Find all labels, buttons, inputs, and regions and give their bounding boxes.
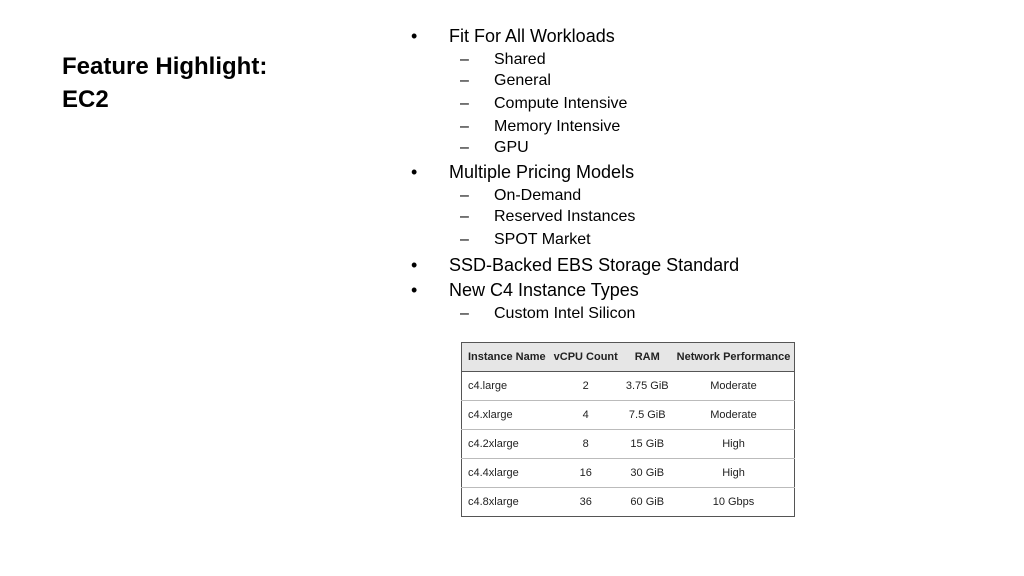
sub-bullet-marker: –: [460, 72, 469, 89]
bullet-text: Multiple Pricing Models: [449, 162, 635, 182]
sub-bullet-text: Compute Intensive: [494, 95, 628, 112]
table-cell: 4: [550, 401, 622, 430]
table-cell: 2: [550, 372, 622, 401]
bullet-text: Fit For All Workloads: [449, 26, 615, 46]
sub-bullet-text: GPU: [494, 139, 529, 156]
sub-bullet-marker: –: [460, 139, 469, 156]
table-cell: High: [673, 430, 795, 459]
slide-title-line-1: Feature Highlight:: [62, 53, 268, 80]
table-cell: 10 Gbps: [673, 488, 795, 517]
table-row: [462, 401, 795, 430]
column-header: RAM: [622, 343, 673, 372]
sub-bullet-marker: –: [460, 118, 469, 135]
bullet-marker: •: [411, 280, 418, 300]
column-header: vCPU Count: [550, 343, 622, 372]
table-row: [462, 430, 795, 459]
sub-bullet-text: Memory Intensive: [494, 118, 621, 135]
sub-bullet-text: Custom Intel Silicon: [494, 305, 636, 322]
table-cell: 60 GiB: [622, 488, 673, 517]
table-cell: 7.5 GiB: [622, 401, 673, 430]
sub-bullet-marker: –: [460, 187, 469, 204]
table-cell: High: [673, 459, 795, 488]
table-cell: 8: [550, 430, 622, 459]
table-cell: c4.4xlarge: [462, 459, 550, 488]
sub-bullet-text: SPOT Market: [494, 231, 591, 248]
table-cell: c4.8xlarge: [462, 488, 550, 517]
table-cell: 15 GiB: [622, 430, 673, 459]
column-header: Instance Name: [462, 343, 550, 372]
sub-bullet-marker: –: [460, 208, 469, 225]
bullet-text: SSD-Backed EBS Storage Standard: [449, 255, 740, 275]
bullet-marker: •: [411, 255, 418, 275]
slide-title-line-2: EC2: [62, 86, 109, 113]
sub-bullet-marker: –: [460, 305, 469, 322]
table-row: [462, 488, 795, 517]
table-cell: c4.xlarge: [462, 401, 550, 430]
sub-bullet-marker: –: [460, 231, 469, 248]
bullet-marker: •: [411, 162, 418, 182]
table-cell: Moderate: [673, 372, 795, 401]
sub-bullet-text: General: [494, 72, 551, 89]
table-cell: Moderate: [673, 401, 795, 430]
sub-bullet-marker: –: [460, 95, 469, 112]
table-cell: 16: [550, 459, 622, 488]
sub-bullet-text: Reserved Instances: [494, 208, 636, 225]
table-cell: c4.large: [462, 372, 550, 401]
sub-bullet-marker: –: [460, 51, 469, 68]
table-header-row: [462, 343, 795, 372]
sub-bullet-text: Shared: [494, 51, 546, 68]
bullet-marker: •: [411, 26, 418, 46]
bullet-text: New C4 Instance Types: [449, 280, 639, 300]
table-cell: 3.75 GiB: [622, 372, 673, 401]
table-cell: 30 GiB: [622, 459, 673, 488]
instance-table: [461, 342, 795, 517]
table-cell: 36: [550, 488, 622, 517]
table-row: [462, 372, 795, 401]
column-header: Network Performance: [673, 343, 795, 372]
sub-bullet-text: On-Demand: [494, 187, 582, 204]
table-row: [462, 459, 795, 488]
table-cell: c4.2xlarge: [462, 430, 550, 459]
